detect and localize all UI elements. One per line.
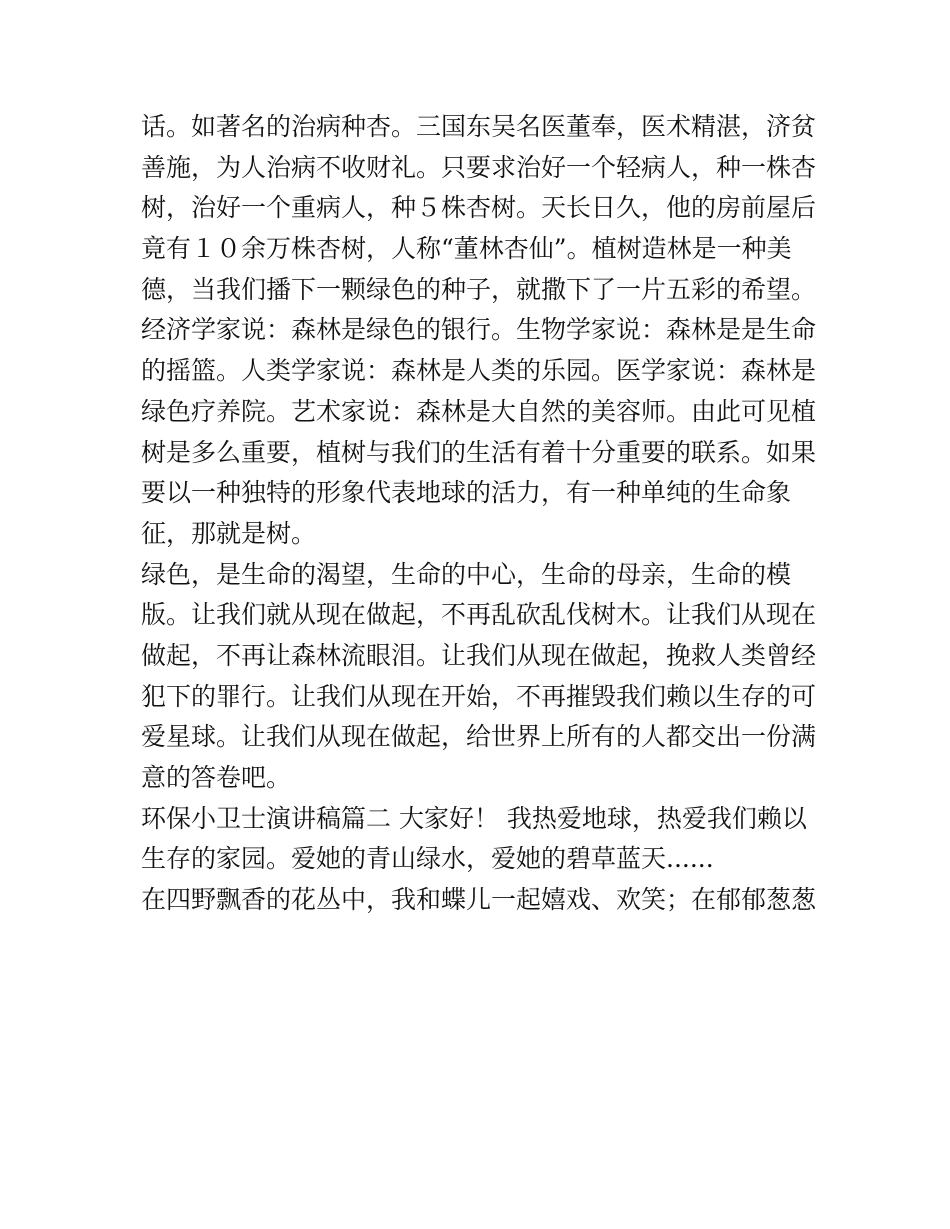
text-line: 爱星球。让我们从现在做起，给世界上所有的人都交出一份满 (141, 722, 817, 752)
text-line: 德，当我们播下一颗绿色的种子，就撒下了一片五彩的希望。 (141, 274, 817, 304)
text-line: 经济学家说：森林是绿色的银行。生物学家说：森林是是生命 (141, 315, 817, 345)
text-line: 意的答卷吧。 (141, 763, 292, 792)
text-line: 犯下的罪行。让我们从现在开始，不再摧毁我们赖以生存的可 (141, 681, 817, 711)
text-line: 的摇篮。人类学家说：森林是人类的乐园。医学家说：森林是 (141, 356, 817, 386)
text-line: 话。如著名的治病种杏。三国东吴名医董奉，医术精湛，济贫 (141, 112, 817, 141)
text-line: 做起，不再让森林流眼泪。让我们从现在做起，挽救人类曾经 (141, 640, 817, 670)
text-line: 要以一种独特的形象代表地球的活力，有一种单纯的生命象 (141, 478, 792, 508)
text-line: 树，治好一个重病人，种５株杏树。天长日久，他的房前屋后 (141, 193, 817, 223)
text-line: 环保小卫士演讲稿篇二 大家好！ 我热爱地球，热爱我们赖以 (141, 803, 807, 833)
text-line: 在四野飘香的花丛中，我和蝶儿一起嬉戏、欢笑；在郁郁葱葱 (141, 885, 817, 915)
text-line: 善施，为人治病不收财礼。只要求治好一个轻病人，种一株杏 (141, 152, 817, 182)
text-line: 竟有１０余万株杏树，人称“董林杏仙”。植树造林是一种美 (141, 234, 792, 264)
body-text (141, 107, 821, 921)
text-line: 树是多么重要，植树与我们的生活有着十分重要的联系。如果 (141, 437, 817, 467)
text-line: 征，那就是树。 (141, 518, 317, 548)
text-line: 绿色疗养院。艺术家说：森林是大自然的美容师。由此可见植 (141, 396, 817, 426)
text-line: 绿色，是生命的渴望，生命的中心，生命的母亲，生命的模 (141, 559, 792, 589)
text-line: 版。让我们就从现在做起，不再乱砍乱伐树木。让我们从现在 (141, 600, 817, 630)
text-line: 生存的家园。爱她的青山绿水，爱她的碧草蓝天...... (141, 844, 714, 874)
